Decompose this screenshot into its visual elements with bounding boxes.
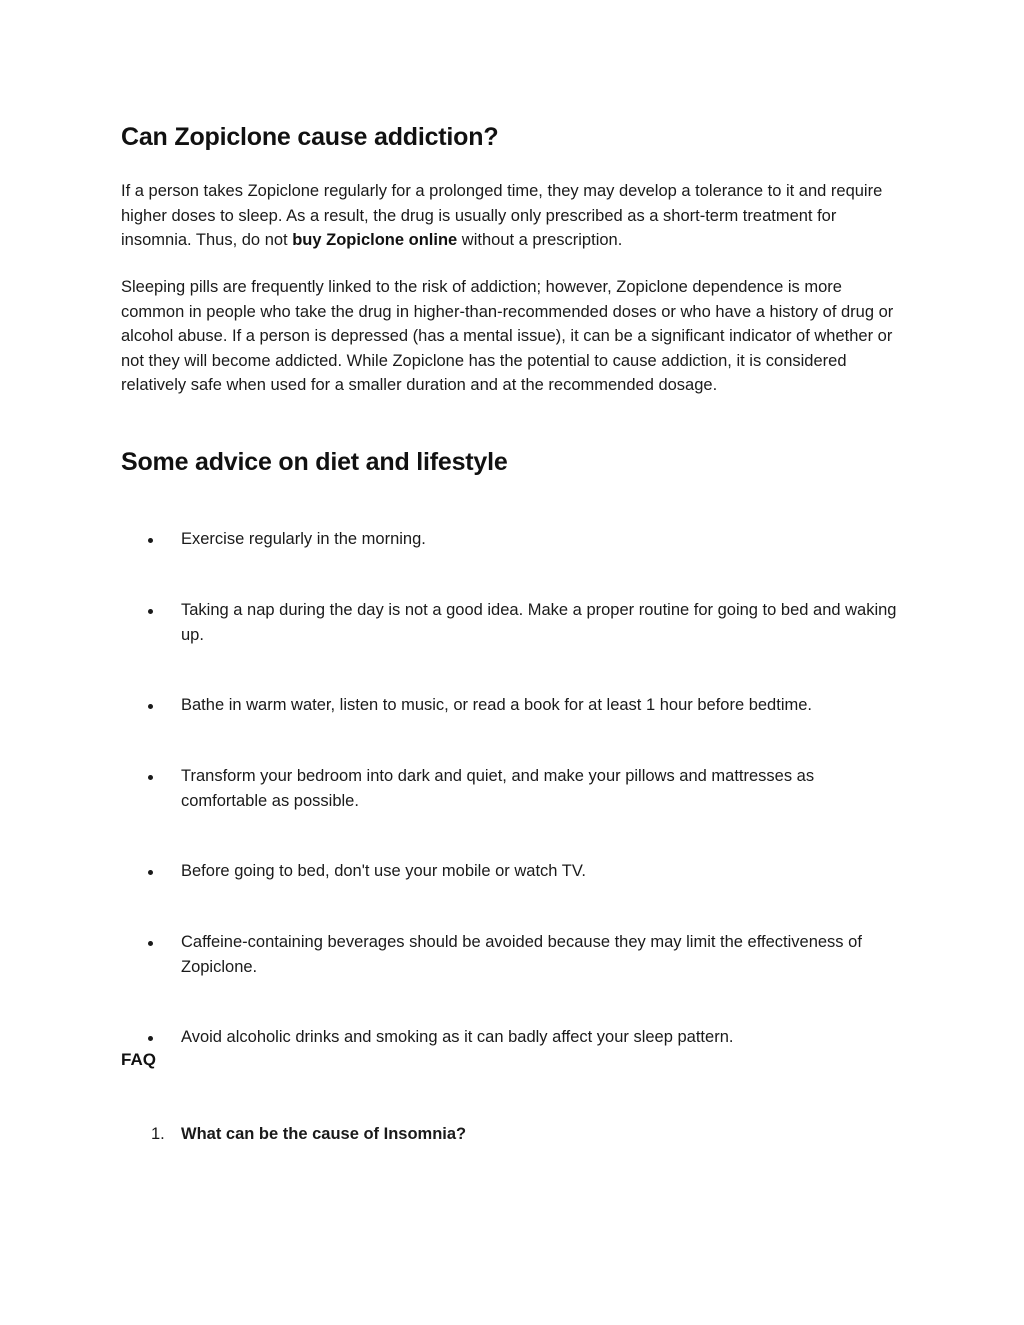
heading-diet-lifestyle: Some advice on diet and lifestyle <box>121 448 508 476</box>
bullet-icon <box>148 1036 153 1041</box>
faq-heading: FAQ <box>121 1050 156 1069</box>
paragraph-tolerance <box>121 179 901 253</box>
heading-zopiclone-addiction: Can Zopiclone cause addiction? <box>121 123 499 151</box>
list-number: 1. <box>151 1125 165 1143</box>
list-item-text: Avoid alcoholic drinks and smoking as it can badly affect your sleep pattern. <box>181 1028 734 1046</box>
list-item-text: Taking a nap during the day is not a good idea. Make a proper routine for going to bed and waking up. <box>181 601 897 644</box>
bullet-icon <box>148 870 153 875</box>
list-item-text: Transform your bedroom into dark and quiet, and make your pillows and mattresses as comfortable as possible. <box>181 767 815 810</box>
bullet-icon <box>148 704 153 709</box>
bold-buy-zopiclone-online: buy Zopiclone online <box>292 231 458 250</box>
bullet-icon <box>148 941 153 946</box>
list-item-text: Before going to bed, don't use your mobile or watch TV. <box>181 862 586 880</box>
bullet-icon <box>148 775 153 780</box>
paragraph-tolerance-text-start: If a person takes Zopiclone regularly for a prolonged time, they may develop a tolerance to it and require higher doses to sleep. As a result, the drug is usually only prescribed as a short-term treatment for insomnia. Thus, do not <box>121 182 883 250</box>
bullet-icon <box>148 538 153 543</box>
list-item-text: Caffeine-containing beverages should be avoided because they may limit the effectiveness of Zopiclone. <box>181 933 862 976</box>
list-item-text: Bathe in warm water, listen to music, or read a book for at least 1 hour before bedtime. <box>181 696 812 714</box>
bullet-icon <box>148 609 153 614</box>
list-item-text: Exercise regularly in the morning. <box>181 530 426 548</box>
paragraph-dependence: Sleeping pills are frequently linked to the risk of addiction; however, Zopiclone dependence is more common in people who take the drug in higher-than-recommended doses or who have a history of drug or alcohol abuse. If a person is depressed (has a mental issue), it can be a significant indicator of whether or not they will become addicted. While Zopiclone has the potential to cause addiction, it is considered relatively safe when used for a smaller duration and at the recommended dosage. <box>121 278 894 395</box>
paragraph-tolerance-text-end: without a prescription. <box>457 231 623 250</box>
faq-question: What can be the cause of Insomnia? <box>181 1125 467 1143</box>
